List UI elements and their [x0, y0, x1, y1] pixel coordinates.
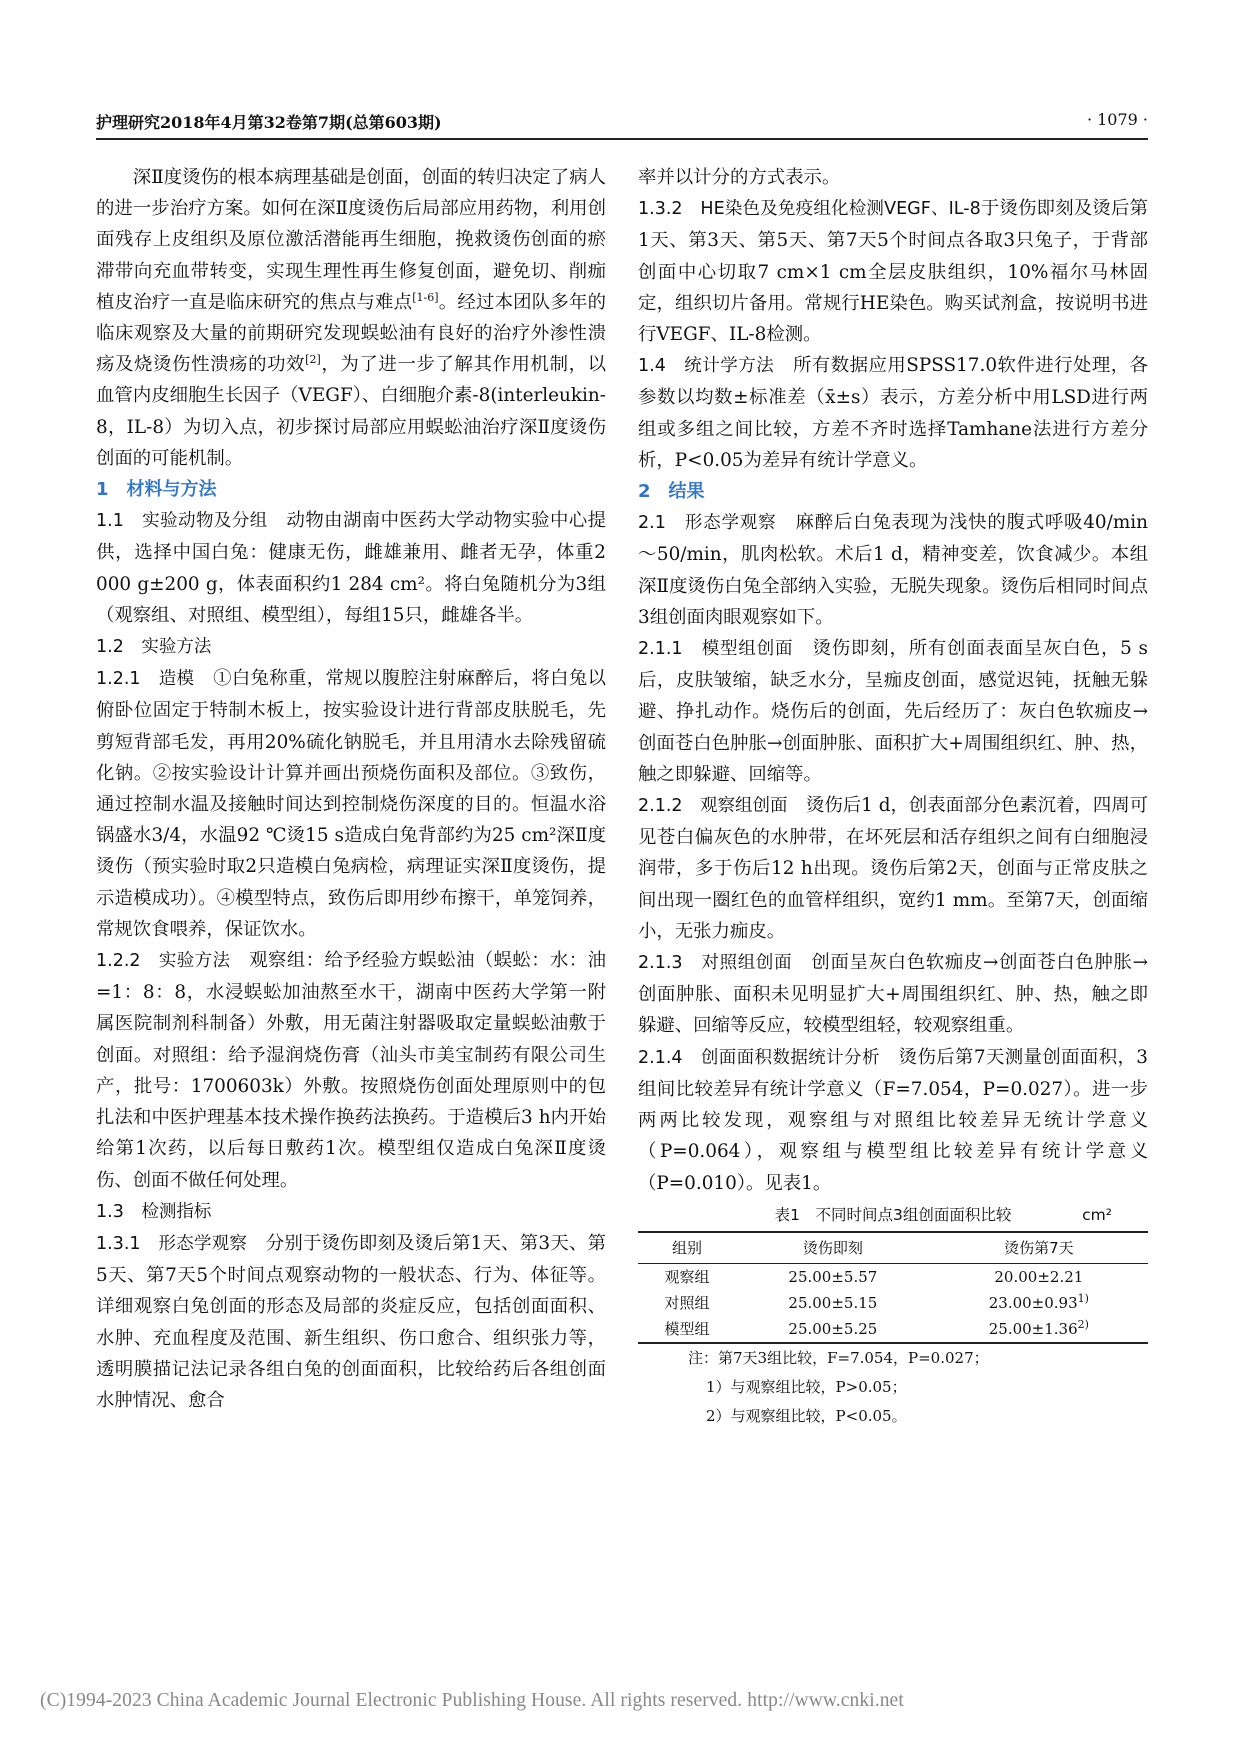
section-2-1-1: 2.1.1 模型组创面 烫伤即刻，所有创面表面呈灰白色，5 s后，皮肤皱缩，缺乏水分，呈痂皮创面，感觉迟钝，抚触无躲避、挣扎动作。烧伤后的创面，先后经历了：灰白色软痂皮→创面苍白色肿胀→创面肿胀、面积扩大+周围组织红、肿、热，触之即躲避、回缩等。	[638, 638, 1148, 785]
wound-area-table	[638, 1231, 1148, 1344]
section-heading-methods: 1 材料与方法	[96, 479, 217, 501]
section-1-1: 1.1 实验动物及分组 动物由湖南中医药大学动物实验中心提供，选择中国白兔：健康无伤，雌雄兼用、雌者无孕，体重2 000 g±200 g，体表面积约1 284 cm²。将白兔随机分为3组（观察组、对照组、模型组），每组15只，雌雄各半。	[96, 510, 606, 626]
table-caption: 表1 不同时间点3组创面面积比较 cm²	[638, 1201, 1148, 1229]
table-cell: 20.00±2.21	[994, 1267, 1084, 1286]
section-2-1: 2.1 形态学观察 麻醉后白兔表现为浅快的腹式呼吸40/min～50/min，肌肉松软。术后1 d，精神变差，饮食减少。本组深Ⅱ度烫伤白兔全部纳入实验，无脱失现象。烫伤后相同时间点3组创面肉眼观察如下。	[638, 512, 1148, 628]
continued-paragraph: 率并以计分的方式表示。	[638, 167, 841, 188]
table-note: 注：第7天3组比较，F=7.054，P=0.027；	[688, 1348, 989, 1367]
table-note: 2）与观察组比较，P<0.05。	[706, 1406, 907, 1425]
table-row	[638, 1263, 1148, 1290]
intro-paragraph: 深Ⅱ度烫伤的根本病理基础是创面，创面的转归决定了病人的进一步治疗方案。如何在深Ⅱ度烫伤后局部应用药物，利用创面残存上皮组织及原位激活潜能再生细胞，挽救烫伤创面的瘀滞带向充血带转变，实现生理性再生修复创面，避免切、削痂植皮治疗一直是临床研究的焦点与难点[1-6]。经过本团队多年的临床观察及大量的前期研究发现蜈蚣油有良好的治疗外渗性溃疡及烧烫伤性溃疡的功效[2]，为了进一步了解其作用机制，以血管内皮细胞生长因子（VEGF）、白细胞介素-8(interleukin-8，IL-8）为切入点，初步探讨局部应用蜈蚣油治疗深Ⅱ度烫伤创面的可能机制。	[96, 167, 606, 469]
table-cell: 25.00±5.25	[788, 1319, 878, 1338]
table-cell: 25.00±5.15	[788, 1293, 878, 1312]
table-cell: $25.00\pm 1.36^{2)}$	[988, 1317, 1089, 1338]
section-1-3-1: 1.3.1 形态学观察 分别于烫伤即刻及烫后第1天、第3天、第5天、第7天5个时间点观察动物的一般状态、行为、体征等。详细观察白兔创面的形态及局部的炎症反应，包括创面面积、水肿、充血程度及范围、新生组织、伤口愈合、组织张力等，透明膜描记法记录各组白兔的创面面积，比较给药后各组创面水肿情况、愈合	[96, 1232, 606, 1411]
table-header-cell: 烫伤第7天	[1004, 1238, 1074, 1257]
table-cell: 对照组	[664, 1293, 710, 1312]
section-2-1-3: 2.1.3 对照组创面 创面呈灰白色软痂皮→创面苍白色肿胀→创面肿胀、面积未见明显扩大+周围组织红、肿、热，触之即躲避、回缩等反应，较模型组轻，较观察组重。	[638, 952, 1148, 1037]
section-2-1-2: 2.1.2 观察组创面 烫伤后1 d，创表面部分色素沉着，四周可见苍白偏灰色的水肿带，在坏死层和活存组织之间有白细胞浸润带，多于伤后12 h出现。烫伤后第2天，创面与正常皮肤之间出现一圈红色的血管样组织，宽约1 mm。至第7天，创面缩小，无张力痂皮。	[638, 795, 1148, 942]
table-cell: 25.00±5.57	[788, 1267, 878, 1286]
section-1-3: 1.3 检测指标	[96, 1201, 212, 1222]
section-1-4: 1.4 统计学方法 所有数据应用SPSS17.0软件进行处理，各参数以均数±标准差（x̄±s）表示，方差分析中用LSD进行两组或多组之间比较，方差不齐时选择Tamhane法进行方差分析，P<0.05为差异有统计学意义。	[638, 355, 1148, 471]
copyright-footer: (C)1994-2023 China Academic Journal Electronic Publishing House. All rights reserved. http://www.cnki.net	[40, 1690, 904, 1711]
page-number: · 1079 ·	[1086, 110, 1148, 129]
section-1-2-1: 1.2.1 造模 ①白兔称重，常规以腹腔注射麻醉后，将白兔以俯卧位固定于特制木板上，按实验设计进行背部皮肤脱毛，先剪短背部毛发，再用20%硫化钠脱毛，并且用清水去除残留硫化钠。②按实验设计计算并画出预烧伤面积及部位。③致伤，通过控制水温及接触时间达到控制烧伤深度的目的。恒温水浴锅盛水3/4，水温92 ℃烫15 s造成白兔背部约为25 cm²深Ⅱ度烫伤（预实验时取2只造模白兔病检，病理证实深Ⅱ度烫伤，提示造模成功）。④模型特点，致伤后即用纱布擦干，单笼饲养，常规饮食喂养，保证饮水。	[96, 668, 606, 940]
table-row	[638, 1290, 1148, 1316]
table-header-row	[638, 1232, 1148, 1264]
section-1-2: 1.2 实验方法	[96, 637, 212, 658]
section-1-3-2: 1.3.2 HE染色及免疫组化检测VEGF、IL-8于烫伤即刻及烫后第1天、第3天、第5天、第7天5个时间点各取3只兔子，于背部创面中心切取7 cm×1 cm全层皮肤组织，10%福尔马林固定，组织切片备用。常规行HE染色。购买试剂盒，按说明书进行VEGF、IL-8检测。	[638, 198, 1148, 346]
table-unit: cm²	[1082, 1205, 1112, 1224]
table-cell: 观察组	[664, 1267, 710, 1286]
right-column	[638, 162, 1148, 1431]
table-cell: 模型组	[664, 1319, 710, 1338]
table-row	[638, 1316, 1148, 1343]
section-2-1-4: 2.1.4 创面面积数据统计分析 烫伤后第7天测量创面面积，3组间比较差异有统计学意义（F=7.054，P=0.027）。进一步两两比较发现，观察组与对照组比较差异无统计学意义（P=0.064），观察组与模型组比较差异有统计学意义（P=0.010）。见表1。	[638, 1046, 1149, 1194]
running-header	[96, 104, 1148, 140]
section-heading-results: 2 结果	[638, 481, 705, 503]
left-column	[96, 162, 606, 1416]
table-header-cell: 烫伤即刻	[802, 1238, 863, 1257]
section-1-2-2: 1.2.2 实验方法 观察组：给予经验方蜈蚣油（蜈蚣：水：油=1：8：8，水浸蜈蚣加油熬至水干，湖南中医药大学第一附属医院制剂科制备）外敷，用无菌注射器吸取定量蜈蚣油敷于创面。对照组：给予湿润烧伤膏（汕头市美宝制药有限公司生产，批号：1700603k）外敷。按照烧伤创面处理原则中的包扎法和中医护理基本技术操作换药法换药。于造模后3 h内开始给第1次药，以后每日敷药1次。模型组仅造成白兔深Ⅱ度烫伤、创面不做任何处理。	[96, 950, 606, 1191]
journal-info: 护理研究2018年4月第32卷第7期(总第603期)	[96, 113, 442, 132]
table-note: 1）与观察组比较，P>0.05；	[706, 1377, 907, 1396]
table-cell: $23.00\pm 0.93^{1)}$	[988, 1291, 1089, 1312]
table-header-cell: 组别	[672, 1238, 703, 1257]
